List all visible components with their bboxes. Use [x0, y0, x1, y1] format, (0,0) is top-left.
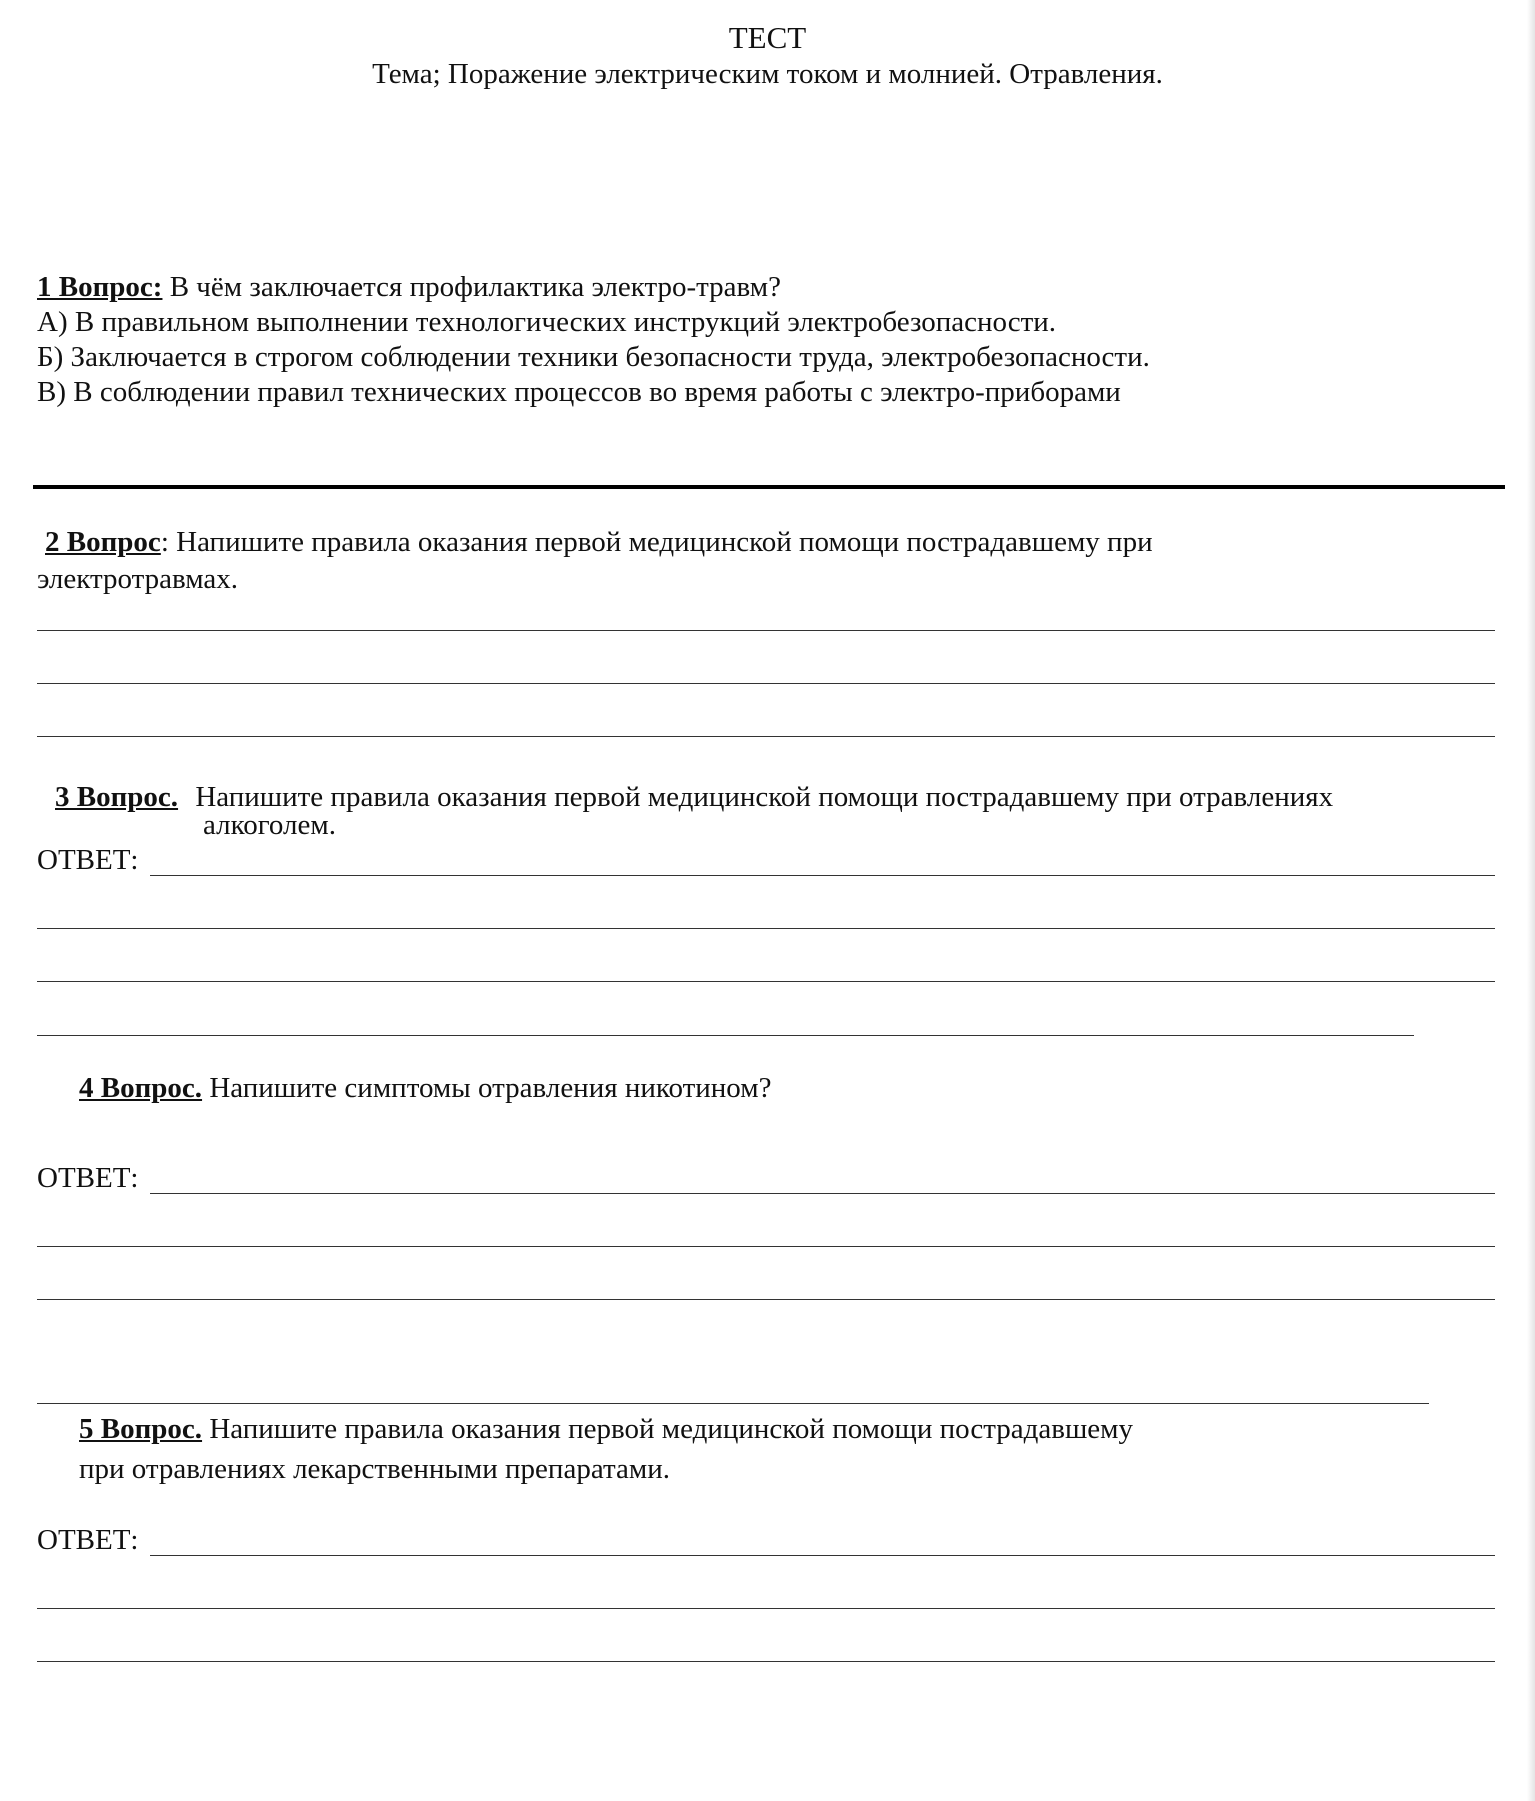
answer-line[interactable] [37, 683, 1495, 684]
question-2-number: 2 Вопрос [45, 526, 161, 558]
question-3-text: Напишите правила оказания первой медицинской помощи пострадавшему при отравлениях [195, 781, 1334, 813]
answer-line[interactable] [37, 1246, 1495, 1247]
question-4-answer-label: ОТВЕТ: [37, 1162, 139, 1194]
answer-line[interactable] [37, 1299, 1495, 1300]
question-4 [79, 1071, 771, 1105]
question-1 [37, 270, 781, 304]
question-1-option-b[interactable]: Б) Заключается в строгом соблюдении техники безопасности труда, электробезопасности. [37, 341, 1150, 373]
test-subtitle: Тема; Поражение электрическим током и молнией. Отравления. [372, 58, 1163, 90]
question-2 [37, 525, 1153, 559]
question-4-text: Напишите симптомы отравления никотином? [209, 1072, 772, 1104]
section-divider [33, 485, 1505, 489]
answer-line[interactable] [37, 928, 1495, 929]
test-title: ТЕСТ [728, 20, 807, 55]
question-3-text-cont: алкоголем. [203, 809, 336, 841]
answer-line[interactable] [37, 1608, 1495, 1609]
answer-line[interactable] [150, 1555, 1495, 1556]
question-5-answer-label: ОТВЕТ: [37, 1524, 139, 1556]
question-3-number: 3 Вопрос. [55, 781, 179, 813]
answer-line[interactable] [37, 630, 1495, 631]
question-5 [79, 1412, 1133, 1446]
question-4-number: 4 Вопрос. [79, 1072, 203, 1104]
answer-line[interactable] [37, 1035, 1414, 1036]
answer-line[interactable] [37, 736, 1495, 737]
answer-line[interactable] [37, 1661, 1495, 1662]
answer-line[interactable] [37, 1403, 1429, 1404]
answer-line[interactable] [150, 1193, 1495, 1194]
question-1-text: В чём заключается профилактика электро-травм? [169, 271, 781, 303]
page-edge-shadow [1527, 0, 1535, 1801]
question-3-answer-label: ОТВЕТ: [37, 844, 139, 876]
question-1-number: 1 Вопрос: [37, 271, 163, 303]
answer-line[interactable] [150, 875, 1495, 876]
question-2-text: : Напишите правила оказания первой медицинской помощи пострадавшему при [160, 526, 1153, 558]
question-5-text: Напишите правила оказания первой медицинской помощи пострадавшему [209, 1413, 1133, 1445]
answer-line[interactable] [37, 981, 1495, 982]
question-5-text-cont: при отравлениях лекарственными препаратами. [79, 1453, 670, 1485]
question-5-number: 5 Вопрос. [79, 1413, 203, 1445]
question-2-text-cont: электротравмах. [37, 563, 238, 595]
question-1-option-a[interactable]: А) В правильном выполнении технологических инструкций электробезопасности. [37, 306, 1057, 338]
question-1-option-c[interactable]: В) В соблюдении правил технических процессов во время работы с электро-приборами [37, 376, 1121, 408]
